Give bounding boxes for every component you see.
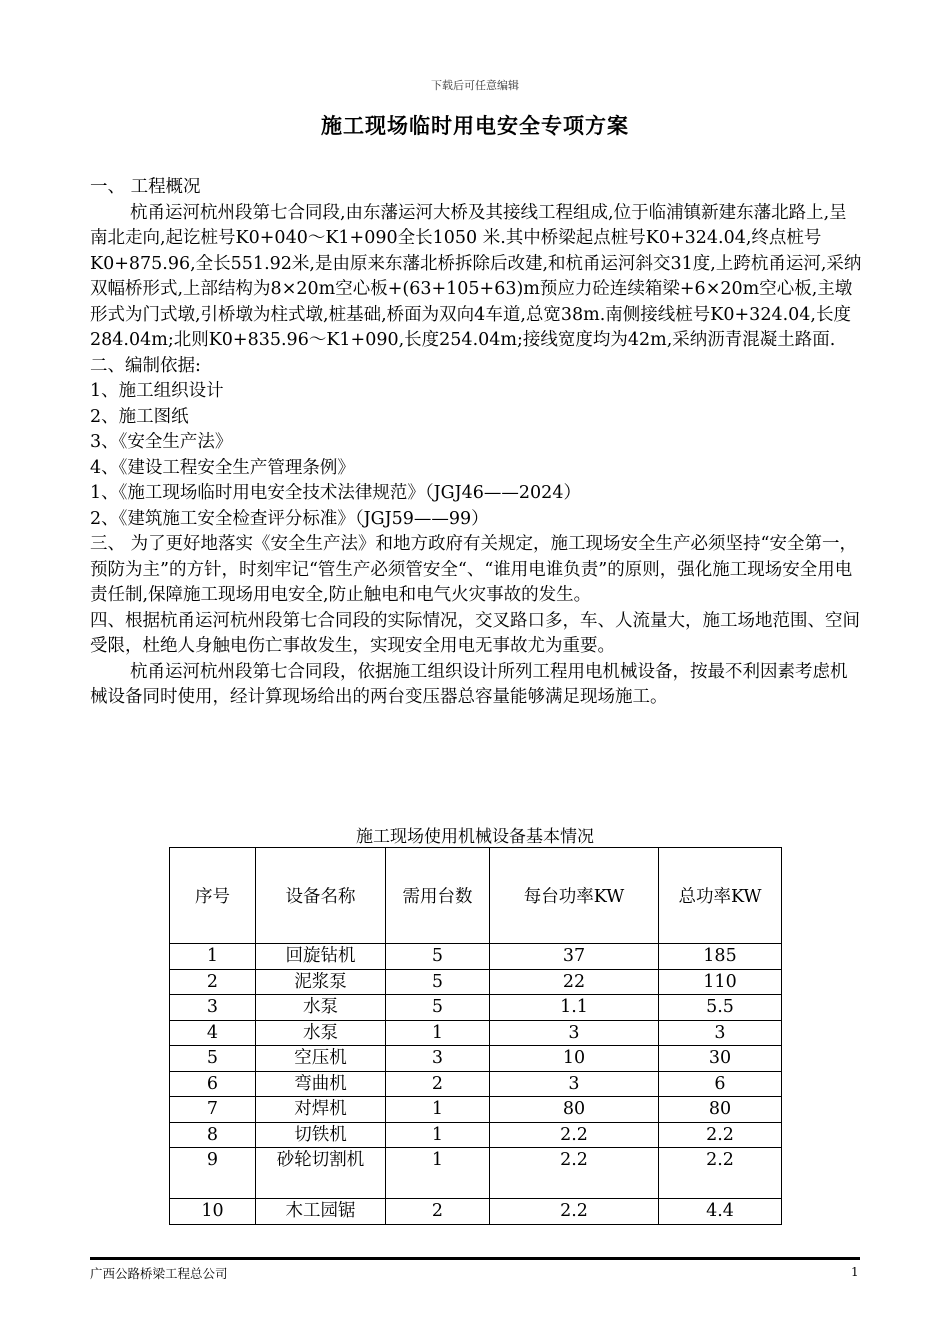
cell-quantity: 2 [386,1199,490,1225]
cell-index: 8 [170,1122,256,1148]
cell-index: 1 [170,944,256,970]
table-row [170,1148,782,1199]
cell-index: 3 [170,995,256,1021]
table-row [170,969,782,995]
header-index: 序号 [170,848,256,944]
document-title: 施工现场临时用电安全专项方案 [321,113,629,138]
footer-company-name: 广西公路桥梁工程总公司 [90,1266,228,1281]
page-number: 1 [851,1265,859,1279]
cell-equipment-name: 切铁机 [256,1122,386,1148]
cell-equipment-name: 砂轮切割机 [256,1148,386,1199]
section-heading-basis: 二、编制依据: [90,355,201,376]
cell-quantity: 3 [386,1046,490,1072]
basis-item: 3、《安全生产法》 [90,432,233,452]
cell-total-power: 2.2 [659,1148,782,1199]
cell-unit-power: 80 [490,1097,659,1123]
table-row [170,944,782,970]
cell-quantity: 1 [386,1097,490,1123]
table-row [170,1097,782,1123]
paragraph-overview: 杭甬运河杭州段第七合同段,由东藩运河大桥及其接线工程组成,位于临浦镇新建东藩北路上,呈南北走向,起讫桩号K0+040～K1+090全长1050 米.其中桥梁起点桩号K0+324.04,终点桩号K0+875.96,全长551.92米,是由原来东藩北桥拆除后改建,和杭甬运河斜交31度,上跨杭甬运河,采纳双幅桥形式,上部结构为8×20m空心板+(63+105+63)m预应力砼连续箱梁+6×20m空心板,主墩形式为门式墩,引桥墩为柱式墩,桩基础,桥面为双向4车道,总宽38m.南侧接线桩号K0+324.04,长度284.04m;北则K0+835.96～K1+090,长度254.04m;接线宽度均为42m,采纳沥青混凝土路面. [90,202,862,350]
basis-item: 4、《建设工程安全生产管理条例》 [90,457,355,478]
cell-index: 7 [170,1097,256,1123]
download-note: 下载后可任意编辑 [431,79,519,92]
cell-equipment-name: 对焊机 [256,1097,386,1123]
document-body [90,175,862,711]
table-row [170,1071,782,1097]
basis-item: 1、施工组织设计 [90,381,224,401]
cell-quantity: 2 [386,1071,490,1097]
cell-unit-power: 37 [490,944,659,970]
basis-item: 2、施工图纸 [90,406,189,427]
paragraph-power-capacity: 杭甬运河杭州段第七合同段，依据施工组织设计所列工程用电机械设备，按最不利因素考虑机械设备同时使用，经计算现场给出的两台变压器总容量能够满足现场施工。 [90,661,848,707]
cell-quantity: 1 [386,1020,490,1046]
cell-index: 2 [170,969,256,995]
cell-unit-power: 3 [490,1071,659,1097]
cell-unit-power: 10 [490,1046,659,1072]
header-equipment-name: 设备名称 [256,848,386,944]
cell-total-power: 185 [659,944,782,970]
cell-quantity: 5 [386,995,490,1021]
table-caption: 施工现场使用机械设备基本情况 [356,827,594,847]
table-row [170,1046,782,1072]
section-heading-overview: 一、 工程概况 [90,177,201,197]
header-quantity: 需用台数 [386,848,490,944]
basis-item: 2、《建筑施工安全检查评分标准》（JGJ59——99） [90,508,489,529]
paragraph-site-conditions: 四、根据杭甬运河杭州段第七合同段的实际情况，交叉路口多，车、人流量大，施工场地范围、空间受限，杜绝人身触电伤亡事故发生，实现安全用电无事故尤为重要。 [90,610,860,656]
cell-quantity: 5 [386,944,490,970]
cell-unit-power: 2.2 [490,1122,659,1148]
cell-index: 4 [170,1020,256,1046]
table-row [170,1199,782,1225]
cell-unit-power: 1.1 [490,995,659,1021]
cell-index: 6 [170,1071,256,1097]
cell-index: 5 [170,1046,256,1072]
cell-total-power: 6 [659,1071,782,1097]
cell-index: 10 [170,1199,256,1225]
cell-unit-power: 2.2 [490,1199,659,1225]
cell-equipment-name: 回旋钻机 [256,944,386,970]
footer-divider [90,1257,860,1260]
cell-equipment-name: 木工园锯 [256,1199,386,1225]
basis-item: 1、《施工现场临时用电安全技术法律规范》（JGJ46——2024） [90,483,581,503]
cell-equipment-name: 弯曲机 [256,1071,386,1097]
table-row [170,1020,782,1046]
cell-quantity: 1 [386,1148,490,1199]
cell-quantity: 1 [386,1122,490,1148]
cell-total-power: 2.2 [659,1122,782,1148]
paragraph-safety-principle: 三、 为了更好地落实《安全生产法》和地方政府有关规定，施工现场安全生产必须坚持“安全第一，预防为主”的方针，时刻牢记“管生产必须管安全“、“谁用电谁负责”的原则，强化施工现场安全用电责任制,保障施工现场用电安全,防止触电和电气火灾事故的发生。 [90,534,858,605]
cell-total-power: 5.5 [659,995,782,1021]
cell-unit-power: 22 [490,969,659,995]
cell-total-power: 80 [659,1097,782,1123]
cell-index: 9 [170,1148,256,1199]
table-header-row [170,848,782,944]
cell-total-power: 110 [659,969,782,995]
cell-equipment-name: 水泵 [256,1020,386,1046]
cell-equipment-name: 泥浆泵 [256,969,386,995]
cell-unit-power: 2.2 [490,1148,659,1199]
header-unit-power: 每台功率KW [490,848,659,944]
cell-quantity: 5 [386,969,490,995]
cell-equipment-name: 水泵 [256,995,386,1021]
cell-unit-power: 3 [490,1020,659,1046]
header-total-power: 总功率KW [659,848,782,944]
cell-total-power: 3 [659,1020,782,1046]
cell-total-power: 4.4 [659,1199,782,1225]
cell-equipment-name: 空压机 [256,1046,386,1072]
table-row [170,995,782,1021]
equipment-table [169,847,782,1225]
cell-total-power: 30 [659,1046,782,1072]
table-row [170,1122,782,1148]
